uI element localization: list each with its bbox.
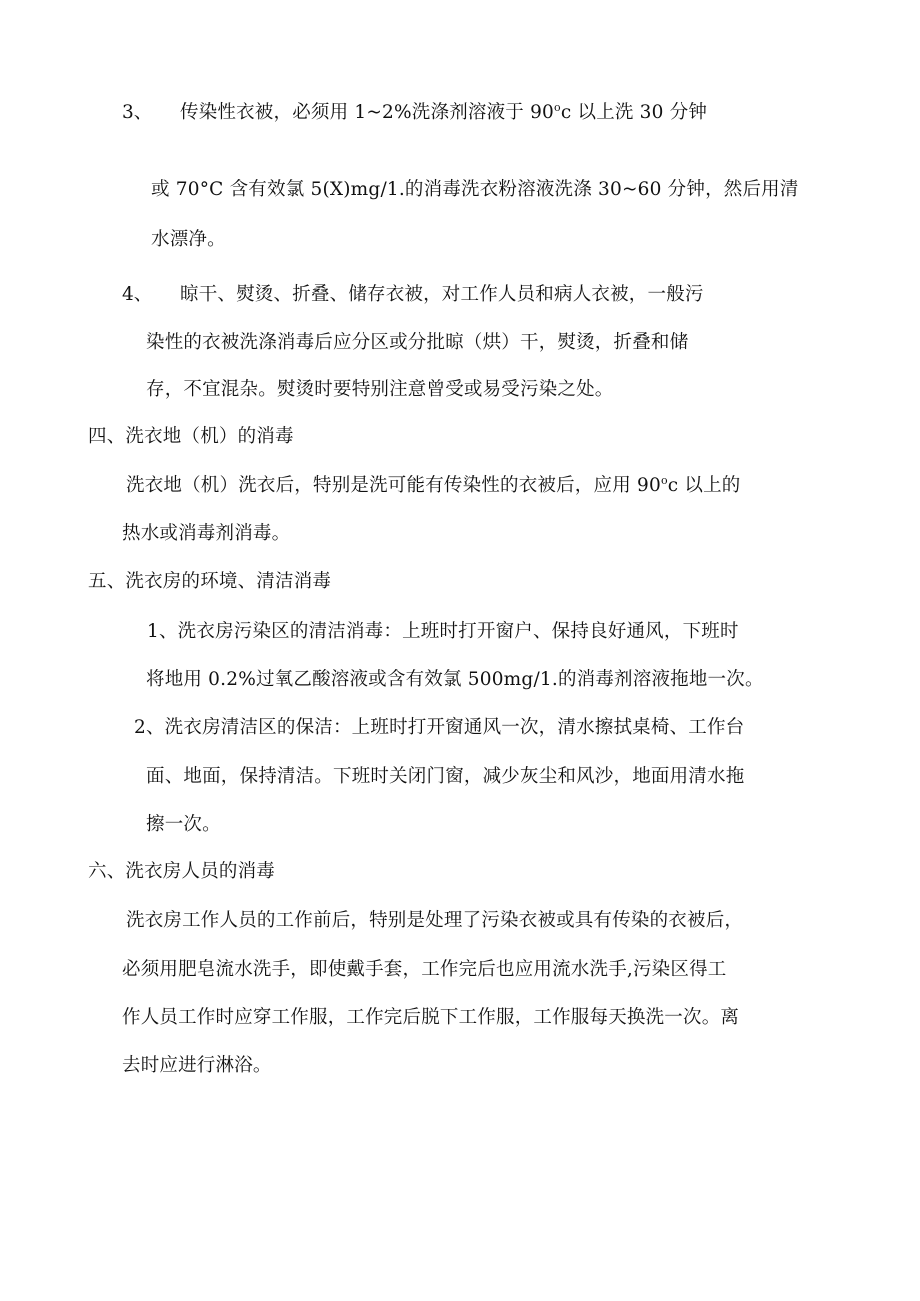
section-5-item-1-line-1: 1、洗衣房污染区的清洁消毒：上班时打开窗户、保持良好通风，下班时 (147, 621, 739, 642)
section-5-item-2-line-2: 面、地面，保持清洁。下班时关闭门窗，减少灰尘和风沙，地面用清水拖 (146, 766, 745, 787)
degree-superscript: o (554, 100, 561, 114)
section-4-para-line-1-text-b: c 以上的 (667, 475, 741, 496)
item-3-number: 3、 (122, 102, 153, 123)
item-3-line-3: 水漂净。 (151, 229, 226, 250)
degree-superscript: o (660, 473, 668, 487)
section-5-item-2-line-3: 擦一次。 (146, 814, 221, 835)
section-6-line-2: 必须用肥皂流水洗手，即使戴手套，工作完后也应用流水洗手,污染区得工 (122, 959, 727, 980)
section-4-para-line-1 (126, 474, 741, 498)
section-4-para-line-1-text-a: 洗衣地（机）洗衣后，特别是洗可能有传染性的衣被后，应用 90 (126, 475, 661, 496)
item-4-line-1: 晾干、熨烫、折叠、储存衣被，对工作人员和病人衣被，一般污 (180, 284, 704, 305)
section-5-item-1-line-2: 将地用 0.2%过氧乙酸溶液或含有效氯 500mg/1.的消毒剂溶液拖地一次。 (146, 669, 764, 690)
item-3-line-2: 或 70°C 含有效氯 5(X)mg/1.的消毒洗衣粉溶液洗涤 30~60 分钟，然后用清 (151, 179, 799, 200)
section-6-line-1: 洗衣房工作人员的工作前后，特别是处理了污染衣被或具有传染的衣被后， (126, 910, 744, 931)
item-3-line-1-text-b: c 以上洗 30 分钟 (560, 102, 708, 123)
section-6-line-4: 去时应进行淋浴。 (122, 1055, 272, 1076)
item-3-line-1 (180, 101, 707, 125)
item-4-line-2: 染性的衣被洗涤消毒后应分区或分批晾（烘）干，熨烫，折叠和储 (146, 332, 689, 353)
section-4-para-line-2: 热水或消毒剂消毒。 (122, 523, 291, 544)
item-3-line-1-text-a: 传染性衣被，必须用 1~2%洗涤剂溶液于 90 (180, 102, 555, 123)
item-4-line-3: 存，不宜混杂。熨烫时要特别注意曾受或易受污染之处。 (146, 379, 614, 400)
item-4-number: 4、 (122, 284, 153, 305)
section-5-heading: 五、洗衣房的环境、清洁消毒 (88, 571, 332, 592)
section-4-heading: 四、洗衣地（机）的消毒 (88, 426, 294, 447)
section-6-line-3: 作人员工作时应穿工作服，工作完后脱下工作服，工作服每天换洗一次。离 (122, 1007, 740, 1028)
section-5-item-2-line-1: 2、洗衣房清洁区的保洁：上班时打开窗通风一次，清水擦拭桌椅、工作台 (134, 717, 745, 738)
section-6-heading: 六、洗衣房人员的消毒 (88, 861, 276, 882)
